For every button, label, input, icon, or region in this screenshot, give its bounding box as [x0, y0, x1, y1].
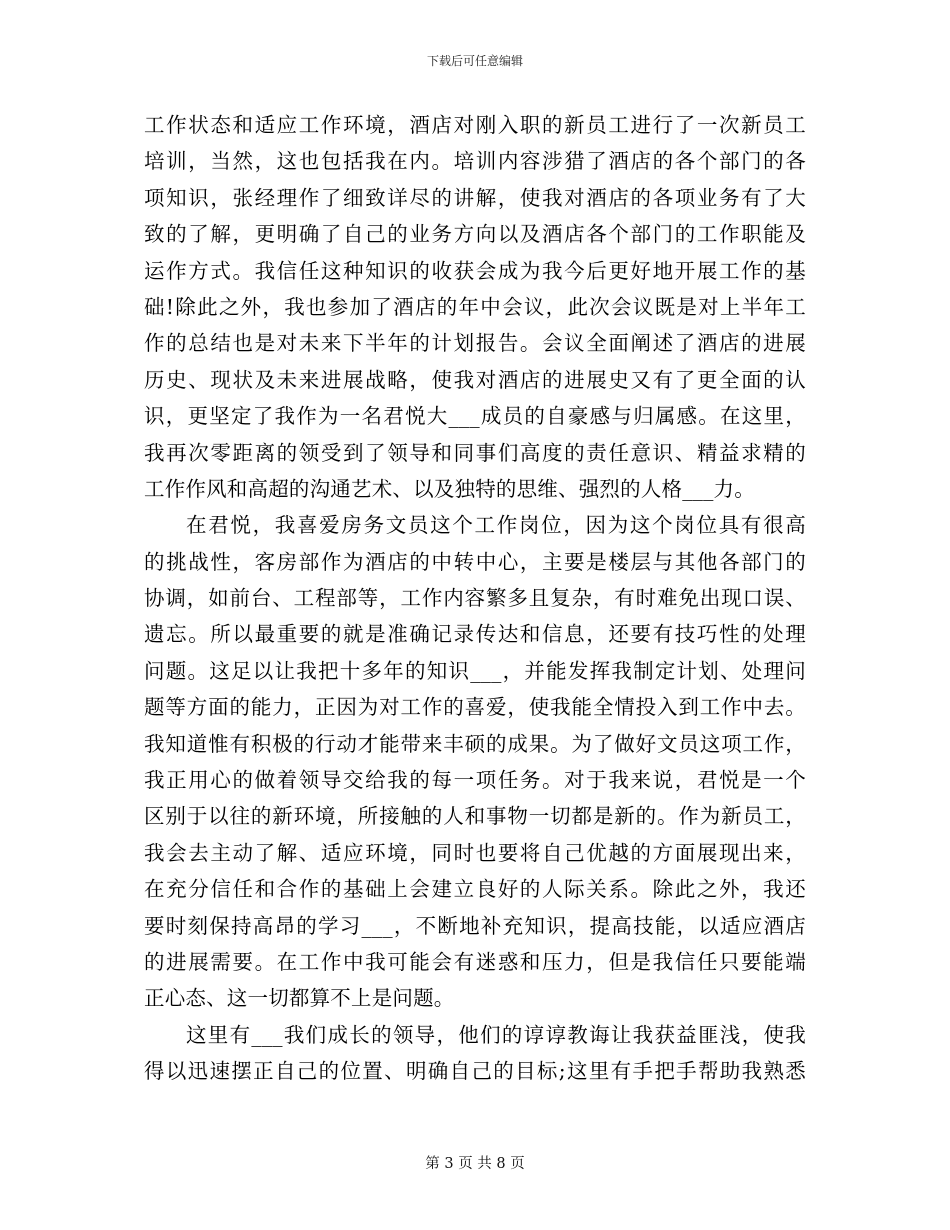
text-line: 的进展需要。在工作中我可能会有迷惑和压力，但是我信任只要能端 [144, 949, 806, 974]
text-line: 正心态、这一切都算不上是问题。 [144, 986, 455, 1011]
header-note: 下载后可任意编辑 [426, 54, 523, 68]
text-line: 得以迅速摆正自己的位置、明确自己的目标;这里有手把手帮助我熟悉 [144, 1059, 806, 1084]
document-body [144, 107, 806, 1090]
text-line: 我正用心的做着领导交给我的每一项任务。对于我来说，君悦是一个 [144, 768, 806, 793]
text-line: 题等方面的能力，正因为对工作的喜爱，使我能全情投入到工作中去。 [144, 695, 806, 720]
text-line: 问题。这足以让我把十多年的知识___，并能发挥我制定计划、处理问 [144, 658, 806, 683]
text-line: 遗忘。所以最重要的就是准确记录传达和信息，还要有技巧性的处理 [144, 622, 806, 647]
text-line: 我再次零距离的领受到了领导和同事们高度的责任意识、精益求精的 [144, 440, 806, 465]
text-line: 我知道惟有积极的行动才能带来丰硕的成果。为了做好文员这项工作， [144, 731, 806, 756]
text-line: 培训，当然，这也包括我在内。培训内容涉猎了酒店的各个部门的各 [144, 149, 806, 174]
text-line: 的挑战性，客房部作为酒店的中转中心，主要是楼层与其他各部门的 [144, 549, 806, 574]
paragraph-first-line: 在君悦，我喜爱房务文员这个工作岗位，因为这个岗位具有很高 [186, 513, 806, 538]
text-line: 运作方式。我信任这种知识的收获会成为我今后更好地开展工作的基 [144, 258, 806, 283]
paragraph-first-line: 这里有___我们成长的领导，他们的谆谆教诲让我获益匪浅，使我 [186, 1022, 806, 1047]
text-line: 协调，如前台、工程部等，工作内容繁多且复杂，有时难免出现口误、 [144, 586, 806, 611]
text-line: 作的总结也是对未来下半年的计划报告。会议全面阐述了酒店的进展 [144, 331, 806, 356]
text-line: 项知识，张经理作了细致详尽的讲解，使我对酒店的各项业务有了大 [144, 185, 806, 210]
page-number: 第 3 页 共 8 页 [425, 1156, 525, 1172]
text-line: 础!除此之外，我也参加了酒店的年中会议，此次会议既是对上半年工 [144, 294, 806, 319]
text-line: 我会去主动了解、适应环境，同时也要将自己优越的方面展现出来， [144, 840, 806, 865]
text-line: 区别于以往的新环境，所接触的人和事物一切都是新的。作为新员工， [144, 804, 806, 829]
text-line: 致的了解，更明确了自己的业务方向以及酒店各个部门的工作职能及 [144, 222, 806, 247]
text-line: 要时刻保持高昂的学习___，不断地补充知识，提高技能，以适应酒店 [144, 913, 806, 938]
text-line: 在充分信任和合作的基础上会建立良好的人际关系。除此之外，我还 [144, 877, 806, 902]
text-line: 识，更坚定了我作为一名君悦大___成员的自豪感与归属感。在这里， [144, 404, 806, 429]
text-line: 工作状态和适应工作环境，酒店对刚入职的新员工进行了一次新员工 [144, 113, 806, 137]
text-line: 工作作风和高超的沟通艺术、以及独特的思维、强烈的人格___力。 [144, 476, 755, 501]
text-line: 历史、现状及未来进展战略，使我对酒店的进展史又有了更全面的认 [144, 367, 806, 392]
